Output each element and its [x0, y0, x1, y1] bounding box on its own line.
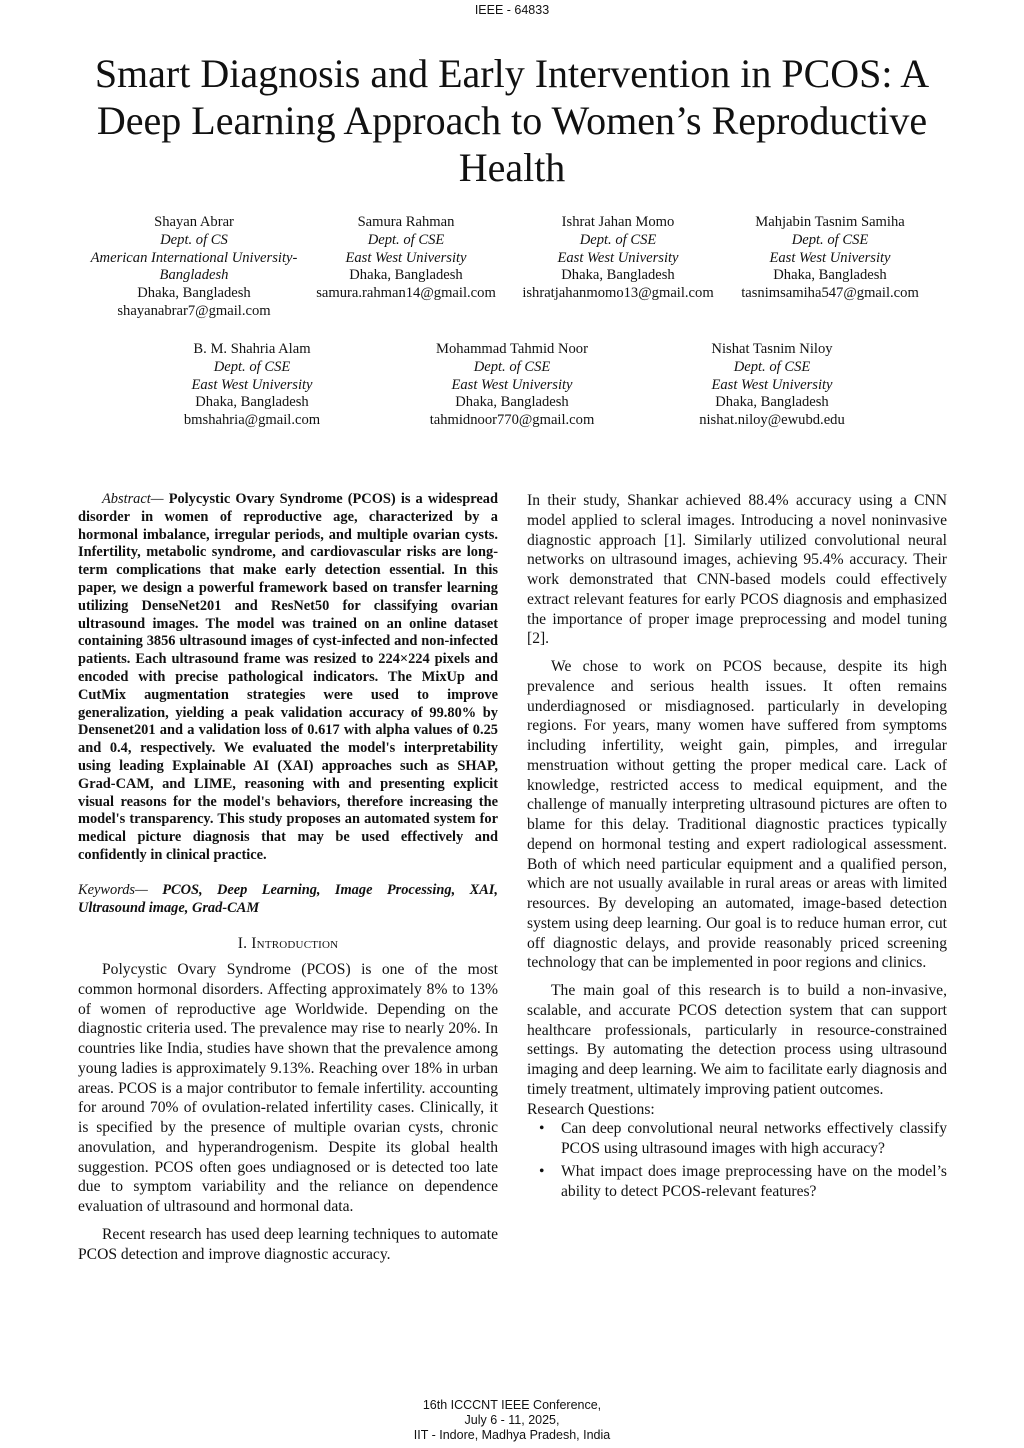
- intro-paragraph: Polycystic Ovary Syndrome (PCOS) is one of the most common hormonal disorders. Affecting approximately 8% to 13% of women of reproductive age Worldwide. Depending on the diagnostic criteria used. The prevalence may rise to nearly 20%. In countries like India, studies have shown that the prevalence among young ladies is approximately 9.13%. Reaching over 18% in urban areas. PCOS is a major contributor to female infertility. accounting for around 70% of ovulation-related infertility cases. Clinically, it is specified by the presence of multiple ovarian cysts, chronic anovulation, and hyperandrogenism. Despite its global health suggestion. PCOS often goes undiagnosed or is detected too late due to symptom variability and the reliance on dependence evaluation of ultrasound and hormonal data.: [78, 961, 498, 1216]
- author-dept: Dept. of CSE: [791, 231, 869, 248]
- author-email: tasnimsamiha547@gmail.com: [741, 285, 919, 302]
- authors-row-1: [0, 214, 1024, 321]
- author-org: East West University: [557, 249, 679, 266]
- keywords-label: Keywords—: [78, 881, 148, 898]
- keywords-text: PCOS, Deep Learning, Image Processing, XAI, Ultrasound image, Grad-CAM: [78, 881, 498, 916]
- abstract-label: Abstract—: [102, 491, 164, 507]
- author-name: Mahjabin Tasnim Samiha: [755, 214, 905, 230]
- page-header: IEEE - 64833: [474, 3, 550, 17]
- footer-dates: July 6 - 11, 2025,: [464, 1413, 560, 1427]
- research-questions-list: [535, 1119, 947, 1201]
- author-name: Ishrat Jahan Momo: [561, 214, 675, 230]
- research-question: • What impact does image preprocessing have on the model’s ability to detect PCOS-relevant features?: [535, 1162, 947, 1202]
- body-paragraph: The main goal of this research is to build a non-invasive, scalable, and accurate PCOS detection system that can support healthcare professionals, particularly in resource-constrained settings. By automating the detection process using ultrasound imaging and deep learning. We aim to facilitate early diagnosis and timely treatment, ultimately improving patient outcomes.: [527, 982, 947, 1098]
- author-dept: Dept. of CS: [160, 231, 228, 248]
- footer-location: IIT - Indore, Madhya Pradesh, India: [413, 1428, 611, 1442]
- author-block: [724, 214, 936, 321]
- author-city: Dhaka, Bangladesh: [349, 267, 463, 284]
- author-org: East West University: [345, 249, 467, 266]
- author-dept: Dept. of CSE: [367, 231, 445, 248]
- author-org: American International University-Bangladesh: [90, 249, 298, 284]
- author-city: Dhaka, Bangladesh: [773, 267, 887, 284]
- research-question: • Can deep convolutional neural networks effectively classify PCOS using ultrasound images with high accuracy?: [535, 1119, 947, 1159]
- author-city: Dhaka, Bangladesh: [561, 267, 675, 284]
- right-column: [527, 491, 947, 1204]
- author-name: B. M. Shahria Alam: [193, 341, 311, 357]
- author-name: Shayan Abrar: [154, 214, 234, 230]
- authors-row-2: [0, 341, 1024, 430]
- abstract: [78, 491, 498, 865]
- author-email: tahmidnoor770@gmail.com: [429, 412, 595, 429]
- body-paragraph: In their study, Shankar achieved 88.4% accuracy using a CNN model applied to scleral images. Introducing a novel noninvasive diagnostic approach [1]. Similarly utilized convolutional neural networks on ultrasound images, achieving 95.4% accuracy. Their work demonstrated that CNN-based models could effectively extract relevant features for early PCOS diagnosis and emphasized the importance of proper image preprocessing and model tuning [2].: [527, 492, 947, 648]
- section-heading-introduction: I. Introduction: [237, 935, 339, 953]
- author-block: [300, 214, 512, 321]
- abstract-text: Polycystic Ovary Syndrome (PCOS) is a widespread disorder in women of reproductive age, characterized by a hormonal imbalance, irregular periods, and multiple ovarian cysts. Infertility, metabolic syndrome, and cardiovascular risks are long-term complications that make early detection essential. In this paper, we design a powerful framework based on transfer learning utilizing DenseNet201 and ResNet50 for classifying ovarian ultrasound images. The model was trained on an online dataset containing 3856 ultrasound images of cyst-infected and non-infected patients. Each ultrasound frame was resized to 224×224 pixels and encoded with precise pathological indicators. The MixUp and CutMix augmentation strategies were used to improve generalization, yielding a peak validation accuracy of 99.80% by Densenet201 and a validation loss of 0.617 with alpha values of 0.25 and 0.4, respectively. We evaluated the model's interpretability using leading Explainable AI (XAI) approaches such as SHAP, Grad-CAM, and LIME, reasoning with and presenting explicit visual reasons for the model's behaviors, therefore increasing the model's transparency. This study proposes an automated system for medical picture diagnosis that may be used effectively and confidently in clinical practice.: [78, 491, 498, 863]
- page-footer: [0, 1398, 1024, 1443]
- author-city: Dhaka, Bangladesh: [137, 285, 251, 302]
- footer-conference: 16th ICCCNT IEEE Conference,: [422, 1398, 602, 1412]
- author-email: samura.rahman14@gmail.com: [316, 285, 496, 302]
- author-dept: Dept. of CSE: [213, 358, 291, 375]
- author-email: bmshahria@gmail.com: [183, 412, 321, 429]
- research-questions-label: Research Questions:: [527, 1100, 655, 1118]
- author-name: Nishat Tasnim Niloy: [711, 341, 833, 357]
- author-email: ishratjahanmomo13@gmail.com: [522, 285, 714, 302]
- intro-paragraph: Recent research has used deep learning techniques to automate PCOS detection and improve diagnostic accuracy.: [78, 1225, 498, 1263]
- author-name: Mohammad Tahmid Noor: [436, 341, 588, 357]
- author-block: [382, 341, 642, 430]
- author-block: [122, 341, 382, 430]
- body-paragraph: We chose to work on PCOS because, despite its high prevalence and serious health issues. It often remains underdiagnosed or misdiagnosed. particularly in developing regions. For years, many women have suffered from symptoms including infertility, weight gain, pimples, and irregular menstruation without getting the proper medical care. Lack of knowledge, restricted access to medical equipment, and the challenge of manually interpreting ultrasound pictures are often to blame for this delay. Traditional diagnostic practices typically depend on hormonal testing and expert radiological assessment. Both of which need particular equipment and a qualified person, which are not usually available in rural areas or areas with limited resources. By developing an automated, image-based detection system using deep learning. Our goal is to reduce human error, cut off diagnostic delays, and provide reasonably priced screening technology that can be implemented in poor regions and clinics.: [527, 658, 947, 972]
- left-column: [78, 491, 498, 1272]
- author-email: nishat.niloy@ewubd.edu: [699, 412, 845, 429]
- author-city: Dhaka, Bangladesh: [455, 394, 569, 411]
- author-block: [88, 214, 300, 321]
- author-block: [512, 214, 724, 321]
- author-dept: Dept. of CSE: [579, 231, 657, 248]
- author-name: Samura Rahman: [357, 214, 455, 230]
- author-dept: Dept. of CSE: [733, 358, 811, 375]
- author-org: East West University: [769, 249, 891, 266]
- keywords: [78, 882, 498, 918]
- author-city: Dhaka, Bangladesh: [195, 394, 309, 411]
- author-email: shayanabrar7@gmail.com: [117, 302, 271, 319]
- paper-title: Smart Diagnosis and Early Intervention in PCOS: A Deep Learning Approach to Women’s Reproductive Health: [94, 51, 930, 190]
- author-org: East West University: [191, 376, 313, 393]
- author-dept: Dept. of CSE: [473, 358, 551, 375]
- author-org: East West University: [711, 376, 833, 393]
- author-city: Dhaka, Bangladesh: [715, 394, 829, 411]
- author-block: [642, 341, 902, 430]
- author-org: East West University: [451, 376, 573, 393]
